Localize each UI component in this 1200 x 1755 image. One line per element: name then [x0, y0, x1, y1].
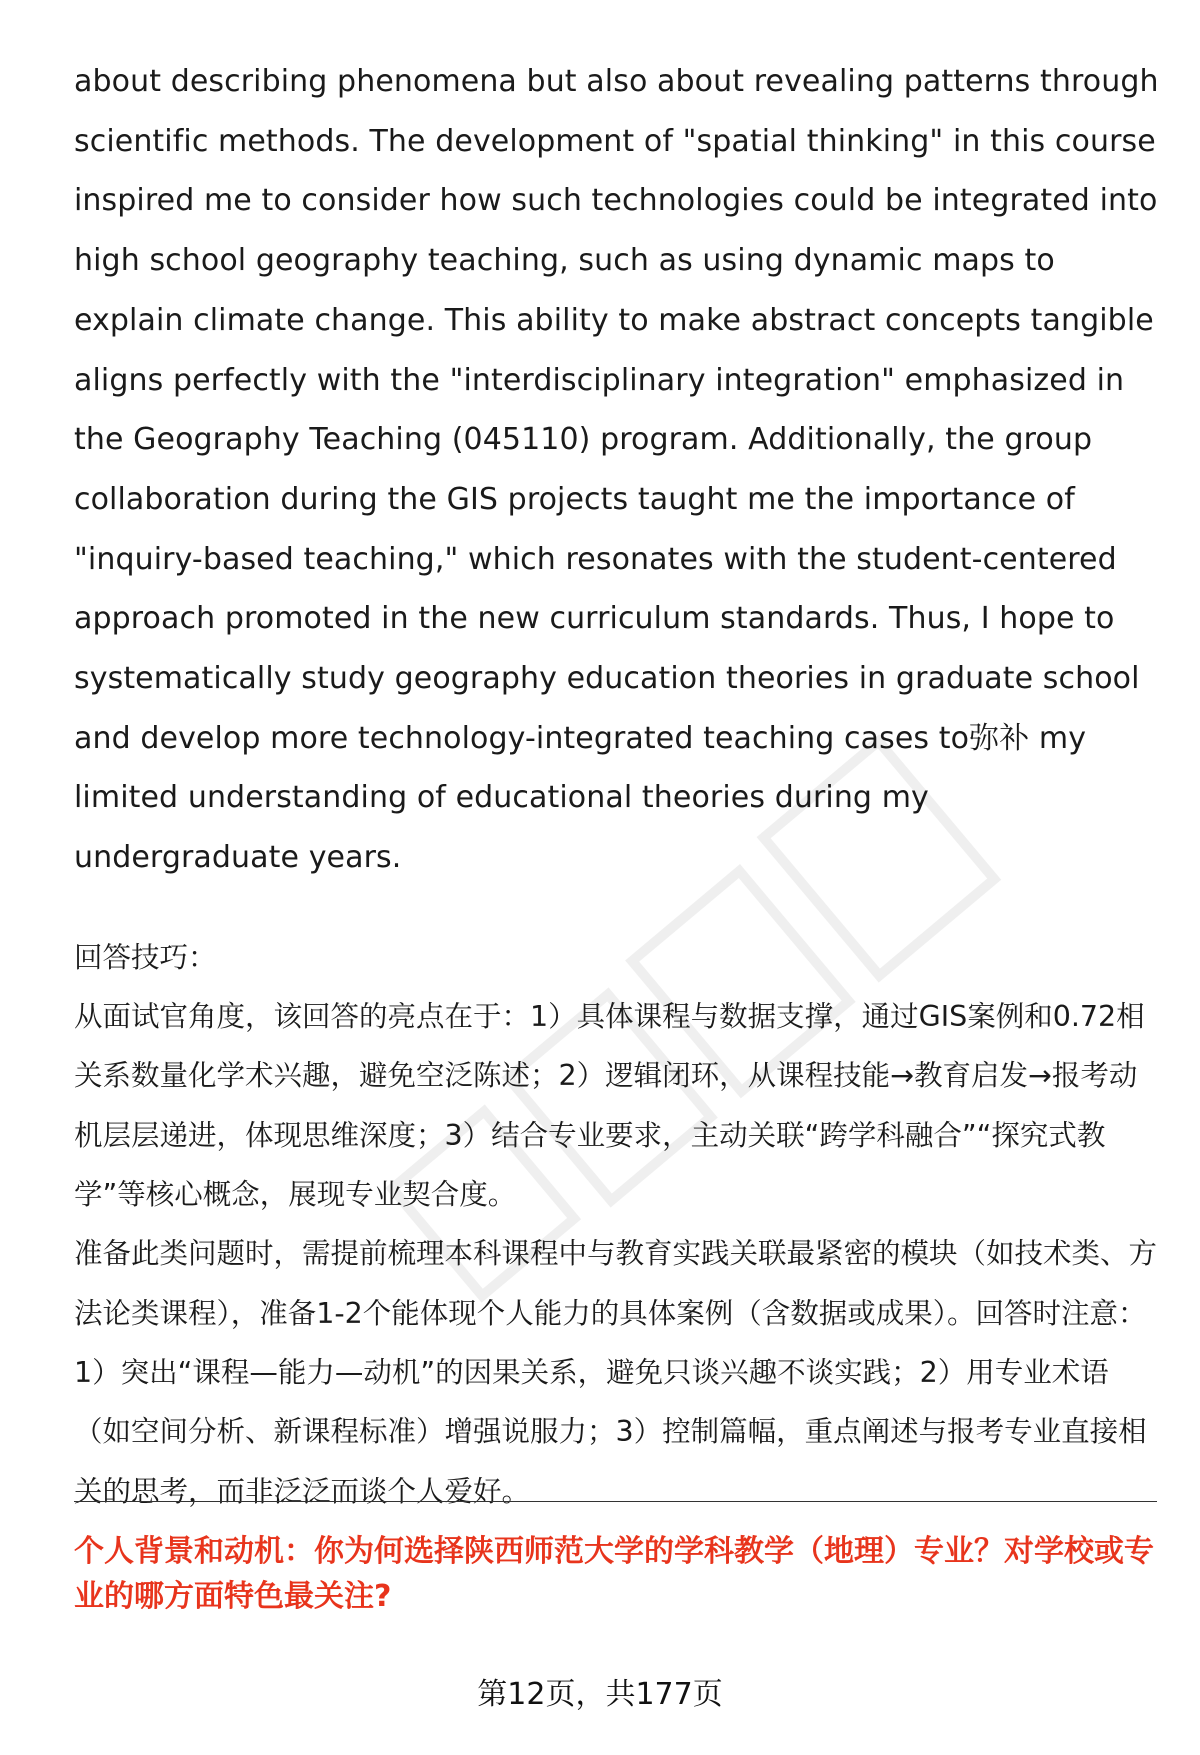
tips-paragraph-preparation: 准备此类问题时，需提前梳理本科课程中与教育实践关联最紧密的模块（如技术类、方法论类课程），准备1-2个能体现个人能力的具体案例（含数据或成果）。回答时注意：1）突出“课程—能力—动机”的因果关系，避免只谈兴趣不谈实践；2）用专业术语（如空间分析、新课程标准）增强说服力；3）控制篇幅，重点阐述与报考专业直接相关的思考，而非泛泛而谈个人爱好。	[74, 1237, 1158, 1508]
next-question-title: 个人背景和动机：你为何选择陕西师范大学的学科教学（地理）专业？对学校或专业的哪方面特色最关注?	[74, 1534, 1154, 1614]
tips-heading: 回答技巧：	[74, 940, 217, 974]
tips-paragraph-highlights: 从面试官角度，该回答的亮点在于：1）具体课程与数据支撑，通过GIS案例和0.72相关系数量化学术兴趣，避免空泛陈述；2）逻辑闭环，从课程技能→教育启发→报考动机层层递进，体现思维深度；3）结合专业要求，主动关联“跨学科融合”“探究式教学”等核心概念，展现专业契合度。	[74, 1000, 1145, 1212]
answer-tips-section	[74, 928, 1160, 1521]
page-number-footer: 第12页，共177页	[477, 1677, 723, 1712]
answer-english-paragraph: about describing phenomena but also about revealing patterns through scientific methods. The development of "spatial thinking" in this course inspired me to consider how such technologies could be integrated into high school geography teaching, such as using dynamic maps to explain climate change. This ability to make abstract concepts tangible aligns perfectly with the "interdisciplinary integration" emphasized in the Geography Teaching (045110) program. Additionally, the group collaboration during the GIS projects taught me the importance of "inquiry-based teaching," which resonates with the student-centered approach promoted in the new curriculum standards. Thus, I hope to systematically study geography education theories in graduate school and develop more technology-integrated teaching cases to弥补 my limited understanding of educational theories during my undergraduate years.	[74, 64, 1159, 876]
document-page	[74, 52, 1160, 1521]
section-divider	[74, 1501, 1157, 1502]
